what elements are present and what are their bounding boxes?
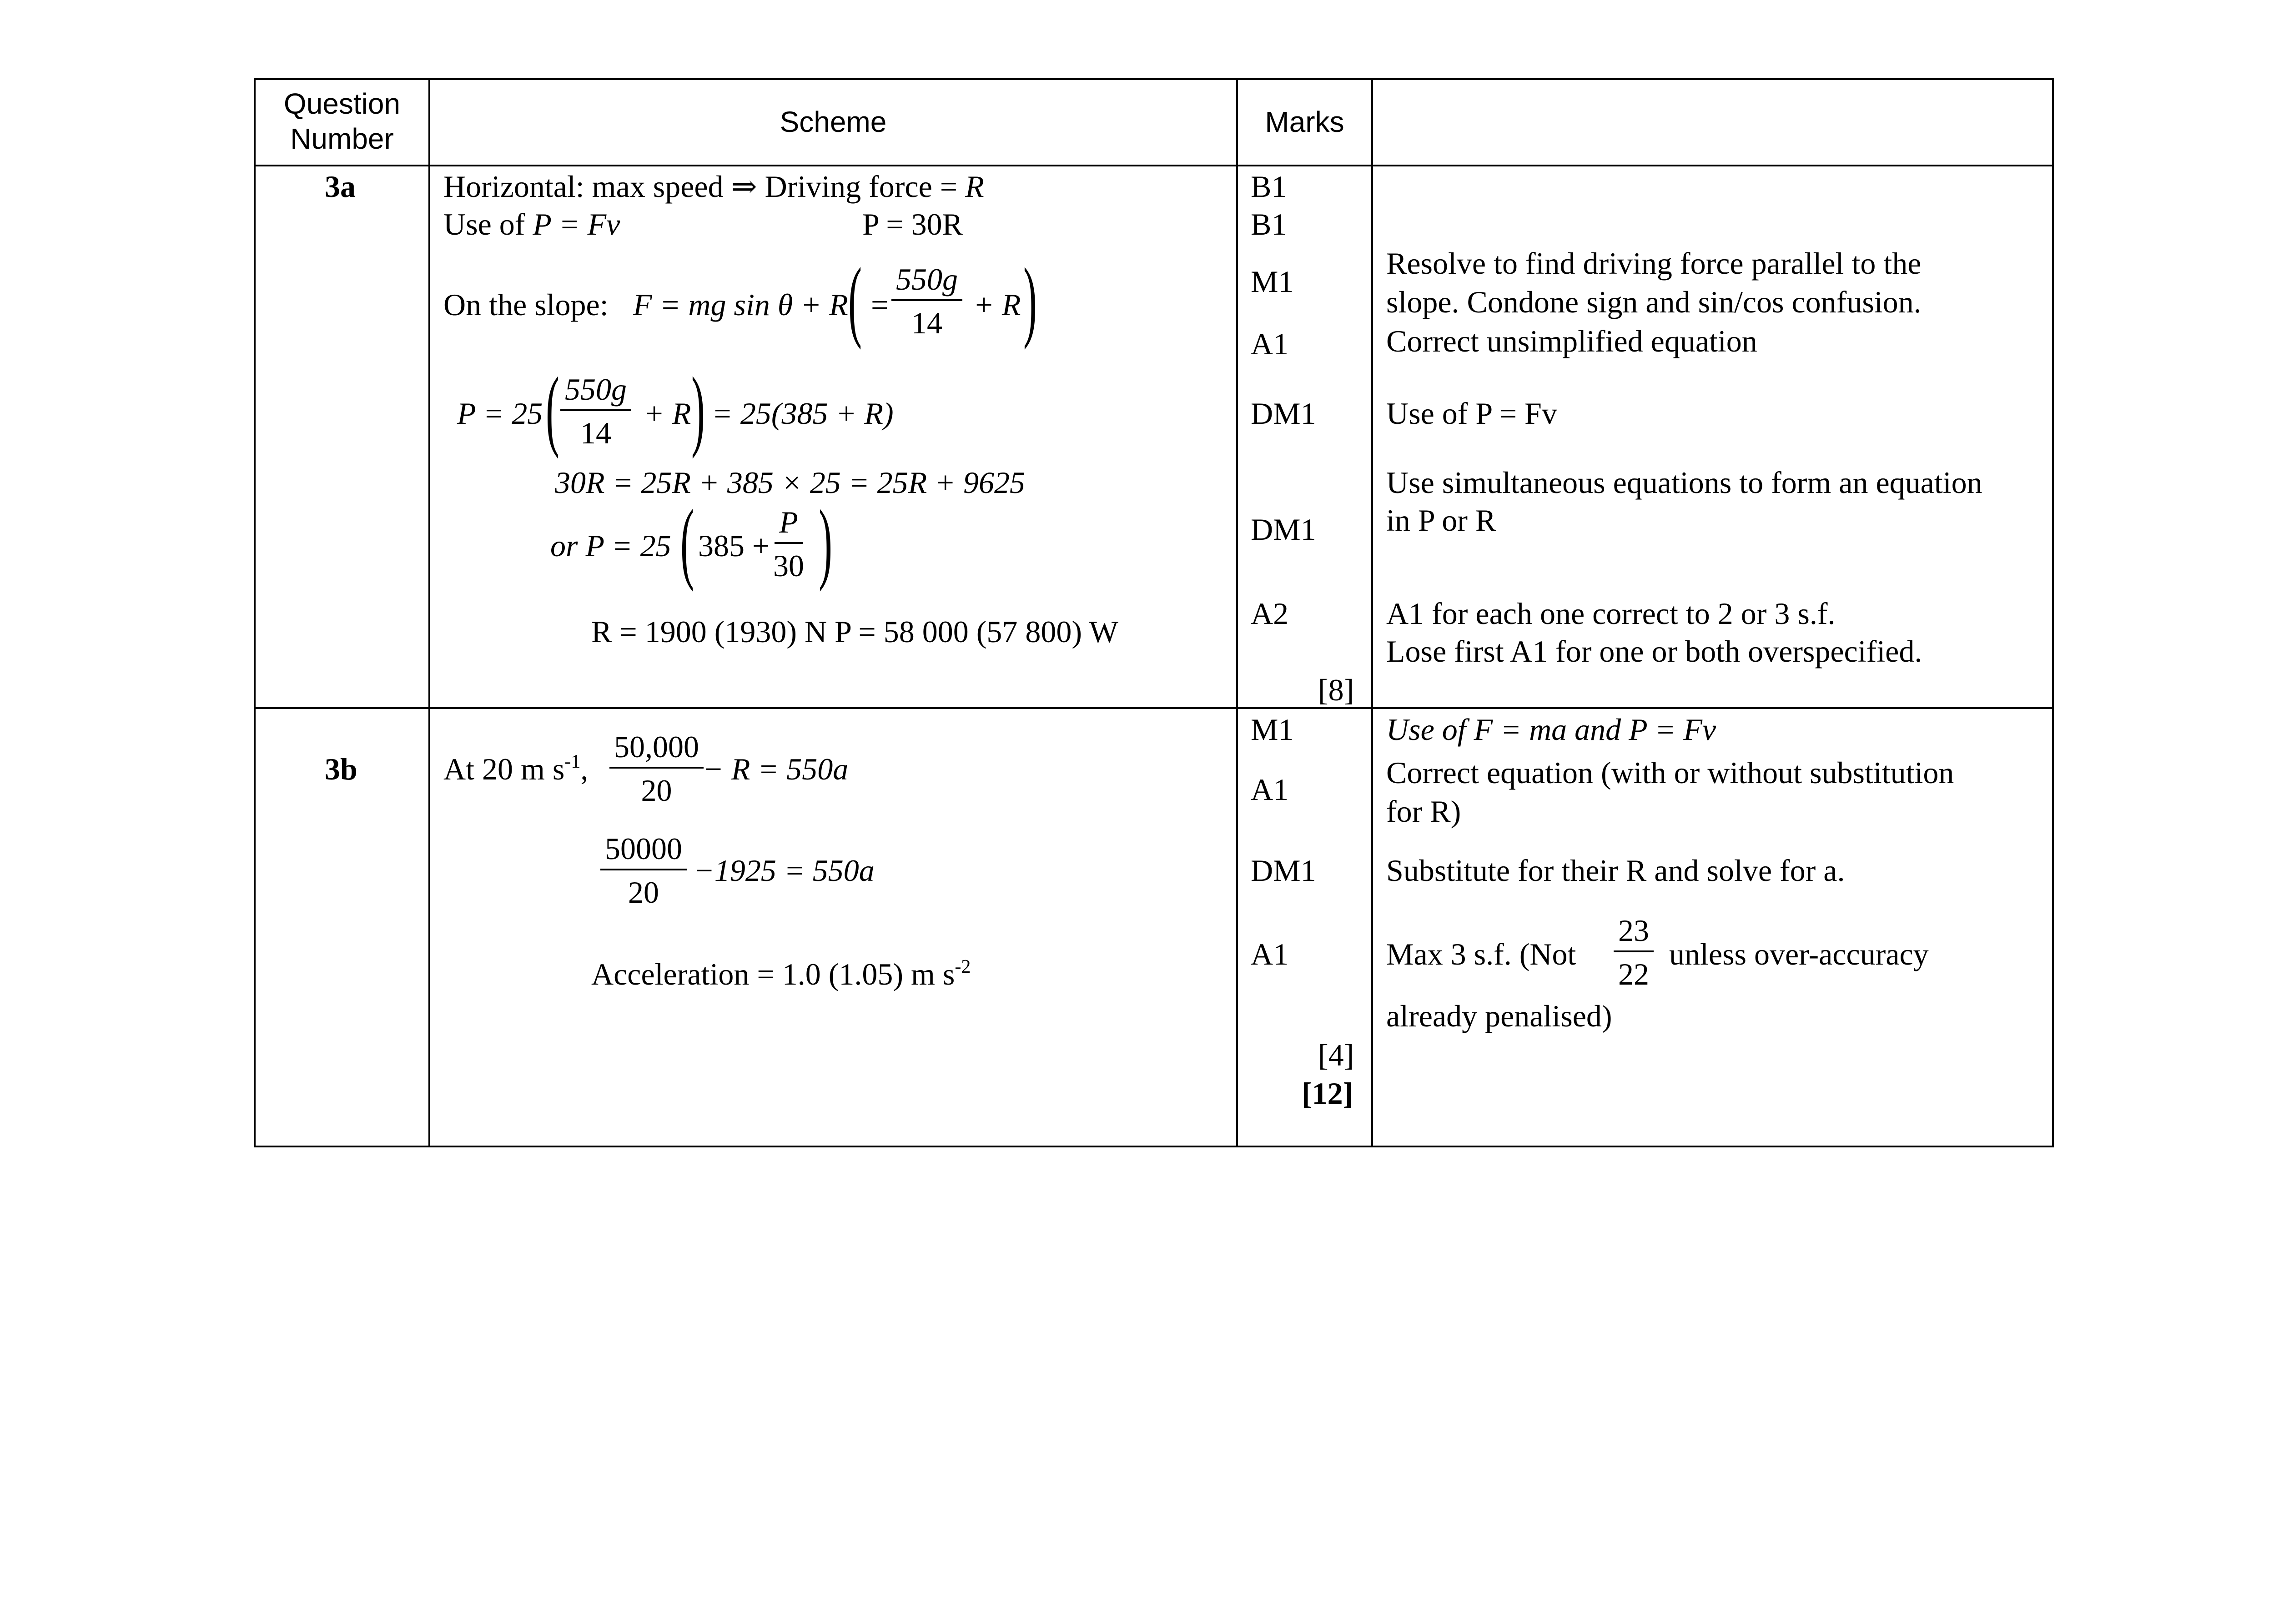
scheme-3a-eq-25-385: = 25(385 + R) <box>712 396 894 431</box>
scheme-3a-use-of: Use of P = Fv <box>443 207 620 241</box>
header-marks: Marks <box>1265 106 1344 138</box>
scheme-3a-plus-r: + R <box>644 396 691 431</box>
note-3a-resolve: slope. Condone sign and sin/cos confusion. <box>1386 285 1922 319</box>
header-question-number: Question Number <box>283 87 401 155</box>
scheme-3a-inner-385: 385 + <box>698 528 770 563</box>
table-border-right <box>2052 78 2054 1147</box>
scheme-3a-p-eq-25: P = 25 <box>457 396 543 431</box>
note-3a-simultaneous: in P or R <box>1386 503 1496 538</box>
table-col-divider-1 <box>428 78 430 1147</box>
mark-3b-total: [4] <box>1318 1038 1354 1072</box>
table-col-divider-3 <box>1371 78 1373 1147</box>
scheme-3a-slope-prefix: On the slope: <box>443 287 609 322</box>
note-3a-a1: A1 for each one correct to 2 or 3 s.f. <box>1386 596 1836 631</box>
left-paren: ( <box>680 492 694 592</box>
question-label-3a: 3a <box>325 169 356 204</box>
scheme-3b-eq2-rest: −1925 = 550a <box>694 853 875 888</box>
fraction-550g-14: $\frac{550g}{14}$ <box>891 264 962 338</box>
note-3b-already: already penalised) <box>1386 999 1612 1033</box>
fraction-50000-20: $\frac{50,000}{20}$ <box>609 731 704 806</box>
mark-3b-dm1: DM1 <box>1251 853 1316 888</box>
scheme-3a-p-eq-30r: P = 30R <box>862 207 963 241</box>
fraction-550g-14: $\frac{550g}{14}$ <box>560 374 631 448</box>
note-3a-simultaneous: Use simultaneous equations to form an equation <box>1386 465 1982 500</box>
header-scheme: Scheme <box>780 106 887 138</box>
table-border-top <box>255 78 2054 80</box>
table-border-header <box>255 165 2054 166</box>
scheme-3a-horizontal: Horizontal: max speed ⇒ Driving force = R <box>443 169 984 204</box>
note-3b-correct-eq: for R) <box>1386 794 1461 829</box>
scheme-3b-at-20: At 20 m $s^{-1}$, <box>443 751 589 786</box>
mark-3a-a1: A1 <box>1251 327 1289 361</box>
mark-3b-m1: M1 <box>1251 712 1294 747</box>
table-border-mid <box>255 707 2054 709</box>
scheme-3b-acceleration: Acceleration = 1.0 (1.05) m $s^{-2}$ <box>591 956 971 991</box>
right-paren: ) <box>819 492 832 592</box>
mark-3b-a1: A1 <box>1251 937 1289 971</box>
mark-3a-dm1: DM1 <box>1251 512 1316 547</box>
table-border-bottom <box>255 1146 2054 1147</box>
mark-3a-a2: A2 <box>1251 596 1289 631</box>
note-3a-resolve: Resolve to find driving force parallel to the <box>1386 246 1922 281</box>
mark-3a-b1: B1 <box>1251 207 1287 241</box>
left-paren: ( <box>848 250 862 350</box>
mark-3a-total: [8] <box>1318 673 1354 707</box>
table-border-left <box>254 78 256 1147</box>
note-3b-substitute: Substitute for their R and solve for a. <box>1386 853 1845 888</box>
left-paren: ( <box>546 359 559 459</box>
note-3b-correct-eq: Correct equation (with or without substitution <box>1386 755 1954 790</box>
note-3a-a1: Lose first A1 for one or both overspecified. <box>1386 634 1922 669</box>
scheme-3a-plus-r: + R <box>973 287 1021 322</box>
table-col-divider-2 <box>1236 78 1238 1147</box>
note-3b-max-prefix: Max 3 s.f. (Not <box>1386 937 1576 971</box>
right-paren: ) <box>1023 250 1037 350</box>
scheme-3a-or-p-eq-25: or P = 25 <box>550 528 671 563</box>
note-3a-use-p-fv: Use of P = Fv <box>1386 396 1557 431</box>
fraction-p-30: $\frac{P}{30}$ <box>773 505 804 583</box>
mark-3b-a1: A1 <box>1251 772 1289 807</box>
question-label-3b: 3b <box>325 752 357 786</box>
scheme-3a-30r-line: 30R = 25R + 385 × 25 = 25R + 9625 <box>555 465 1026 500</box>
scheme-3b-eq1-rest: − R = 550a <box>703 752 849 786</box>
mark-grand-total: [12] <box>1302 1076 1353 1111</box>
fraction-50000-20: $\frac{50000}{20}$ <box>600 833 687 908</box>
note-3b-max-suffix: unless over-accuracy <box>1669 937 1929 971</box>
scheme-3a-result: R = 1900 (1930) N P = 58 000 (57 800) W <box>591 614 1118 649</box>
mark-3a-m1: M1 <box>1251 264 1294 299</box>
right-paren: ) <box>691 359 705 459</box>
scheme-3a-slope-eq: F = mg sin θ + R <box>633 287 848 322</box>
mark-3a-dm1: DM1 <box>1251 396 1316 431</box>
note-3a-resolve: Correct unsimplified equation <box>1386 324 1757 358</box>
scheme-3a-slope-equals: = <box>871 287 889 322</box>
mark-3a-b1: B1 <box>1251 169 1287 204</box>
fraction-23-22: $\frac{23}{22}$ <box>1614 915 1654 990</box>
note-3b-use-of: Use of F = ma and P = Fv <box>1386 712 1716 747</box>
